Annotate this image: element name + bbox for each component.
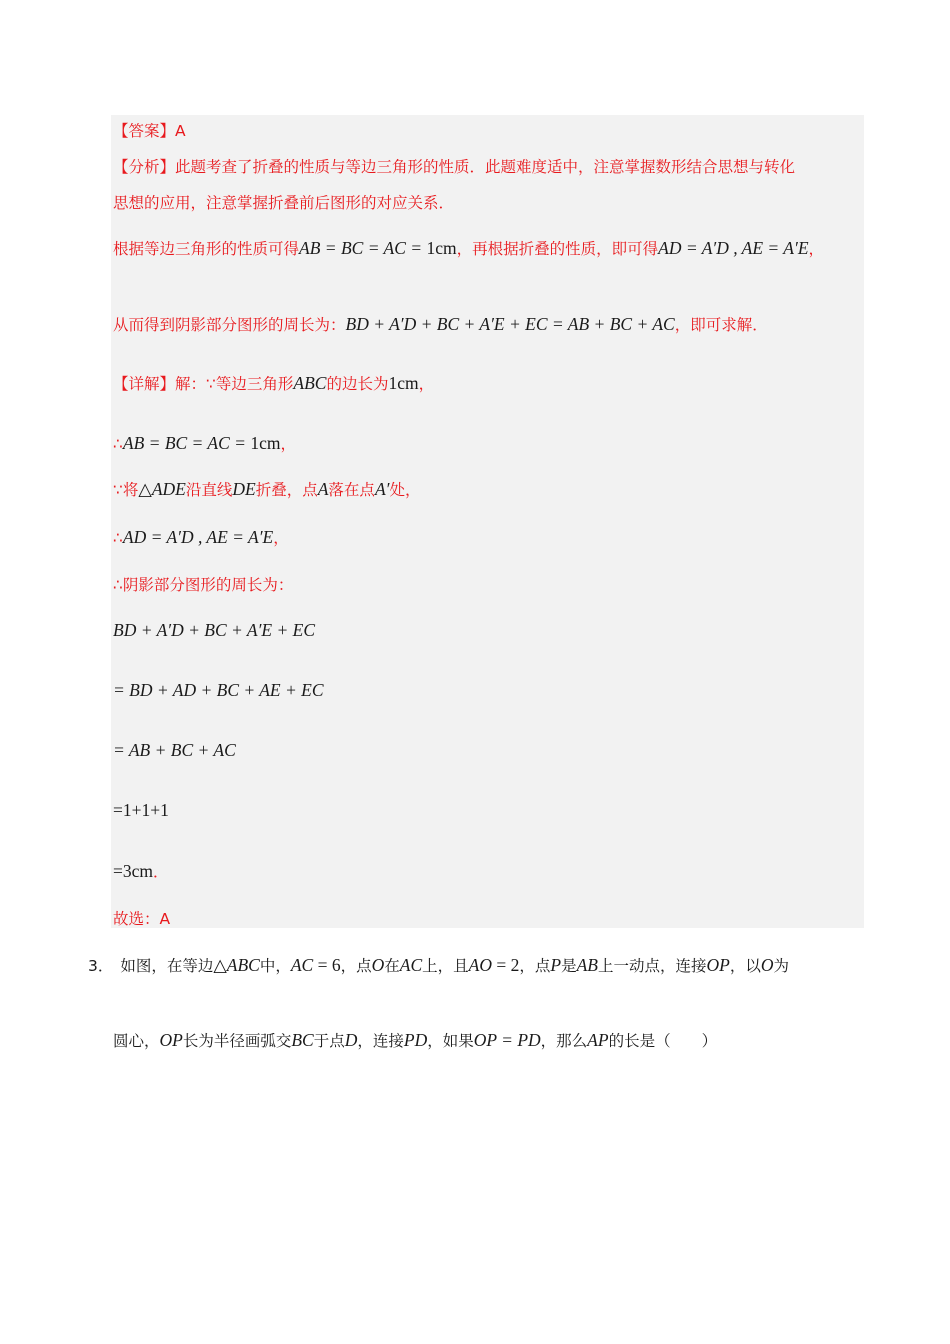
step-3: = AB + BC + AC [113, 740, 236, 760]
detail-2-eq: AB = BC = AC = [122, 433, 251, 453]
q2-pd: PD [403, 1030, 428, 1050]
step-2: = BD + AD + BC + AE + EC [113, 680, 324, 700]
detail-line-2 [113, 432, 296, 454]
detail-3-a: ∵将 [113, 481, 139, 499]
q1-b: 中， [259, 957, 291, 975]
analysis-line-4 [113, 313, 768, 335]
step-5-end: ． [153, 863, 169, 881]
q1-i: ，以 [729, 957, 761, 975]
detail-line-5: ∴阴影部分图形的周长为： [113, 576, 294, 594]
q2-f: ，如果 [427, 1032, 474, 1050]
q1-ao: AO [468, 955, 492, 975]
analysis-3-text: 根据等边三角形的性质可得 [113, 240, 300, 258]
analysis-line-2: 思想的应用，注意掌握折叠前后图形的对应关系． [113, 194, 455, 212]
q1-e: 上，且 [422, 957, 469, 975]
analysis-3-val: 1cm [426, 238, 457, 258]
detail-4-eq: AD = A′D , AE = A′E [122, 527, 274, 547]
answer-line: 【答案】A [113, 122, 186, 140]
q1-ab: AB [576, 955, 598, 975]
q2-op: OP [159, 1030, 183, 1050]
step-4: =1+1+1 [113, 800, 169, 820]
analysis-3-end: ， [808, 240, 825, 258]
q1-g: 是 [561, 957, 577, 975]
q1-d: 在 [384, 957, 400, 975]
detail-1-text: 【详解】解：∵等边三角形 [113, 375, 294, 393]
detail-line-1 [113, 372, 434, 394]
step-1: BD + A′D + BC + A′E + EC [113, 620, 316, 640]
detail-3-d: 落在点 [328, 481, 375, 499]
detail-1-end: ， [418, 375, 435, 393]
q1-o: O [371, 955, 385, 975]
detail-line-3 [113, 478, 420, 500]
analysis-3-eq1: AB = BC = AC = [299, 238, 427, 258]
detail-3-point-a-prime: A′ [374, 479, 390, 499]
q1-a: 如图，在等边 [120, 957, 214, 975]
q2-c: 于点 [313, 1032, 345, 1050]
q2-d: D [344, 1030, 358, 1050]
analysis-4-end: ，即可求解． [674, 316, 768, 334]
q1-f: ，点 [519, 957, 551, 975]
analysis-4-eq: BD + A′D + BC + A′E + EC = AB + BC + AC [345, 314, 675, 334]
q2-bc: BC [291, 1030, 314, 1050]
final-answer: 故选：A [113, 910, 171, 928]
detail-1-val: 1cm [388, 373, 419, 393]
detail-3-point-a: A [317, 479, 329, 499]
detail-1-abc: ABC [293, 373, 327, 393]
question-3-line-2 [113, 1029, 717, 1051]
detail-2-val: 1cm [250, 433, 281, 453]
analysis-3-mid: ，再根据折叠的性质，即可得 [456, 240, 659, 258]
q2-g: ，那么 [540, 1032, 588, 1050]
detail-2-end: ， [280, 435, 296, 453]
q2-h: 的长是（ ） [608, 1032, 718, 1050]
q1-o2: O [760, 955, 774, 975]
q1-eq6: = 6 [313, 955, 341, 975]
q2-eq: OP = PD [473, 1030, 541, 1050]
q2-b: 长为半径画弧交 [182, 1032, 292, 1050]
analysis-line-3 [113, 237, 824, 259]
question-3-line-1 [88, 954, 789, 976]
analysis-line-1: 【分析】此题考查了折叠的性质与等边三角形的性质．此题难度适中，注意掌握数形结合思想与转化 [113, 158, 796, 176]
detail-4-end: ， [273, 529, 289, 547]
detail-line-4 [113, 526, 289, 548]
q1-p: P [550, 955, 562, 975]
q1-j: 为 [773, 957, 790, 975]
detail-3-b: 沿直线 [185, 481, 233, 499]
q1-ac: AC [290, 955, 314, 975]
step-5-line [113, 860, 169, 882]
q1-eq2: = 2 [492, 955, 520, 975]
detail-3-triangle: △ADE [138, 479, 186, 499]
detail-3-e: 处， [389, 481, 421, 499]
q2-e: ，连接 [357, 1032, 404, 1050]
analysis-4-text: 从而得到阴影部分图形的周长为： [113, 316, 346, 334]
q1-c: ，点 [340, 957, 372, 975]
q1-ac2: AC [399, 955, 423, 975]
q2-a: 圆心， [113, 1032, 160, 1050]
detail-4-prefix: ∴ [113, 529, 123, 547]
detail-1-mid: 的边长为 [326, 375, 389, 393]
question-number: 3． [88, 957, 114, 975]
q1-triangle: △ABC [213, 955, 260, 975]
q1-h: 上一动点，连接 [598, 957, 707, 975]
detail-3-de: DE [232, 479, 256, 499]
detail-3-c: 折叠，点 [255, 481, 318, 499]
q2-ap: AP [587, 1030, 609, 1050]
step-5: =3cm [113, 861, 153, 881]
q1-op: OP [706, 955, 730, 975]
detail-2-prefix: ∴ [113, 435, 123, 453]
analysis-3-eq2: AD = A′D , AE = A′E [658, 238, 809, 258]
